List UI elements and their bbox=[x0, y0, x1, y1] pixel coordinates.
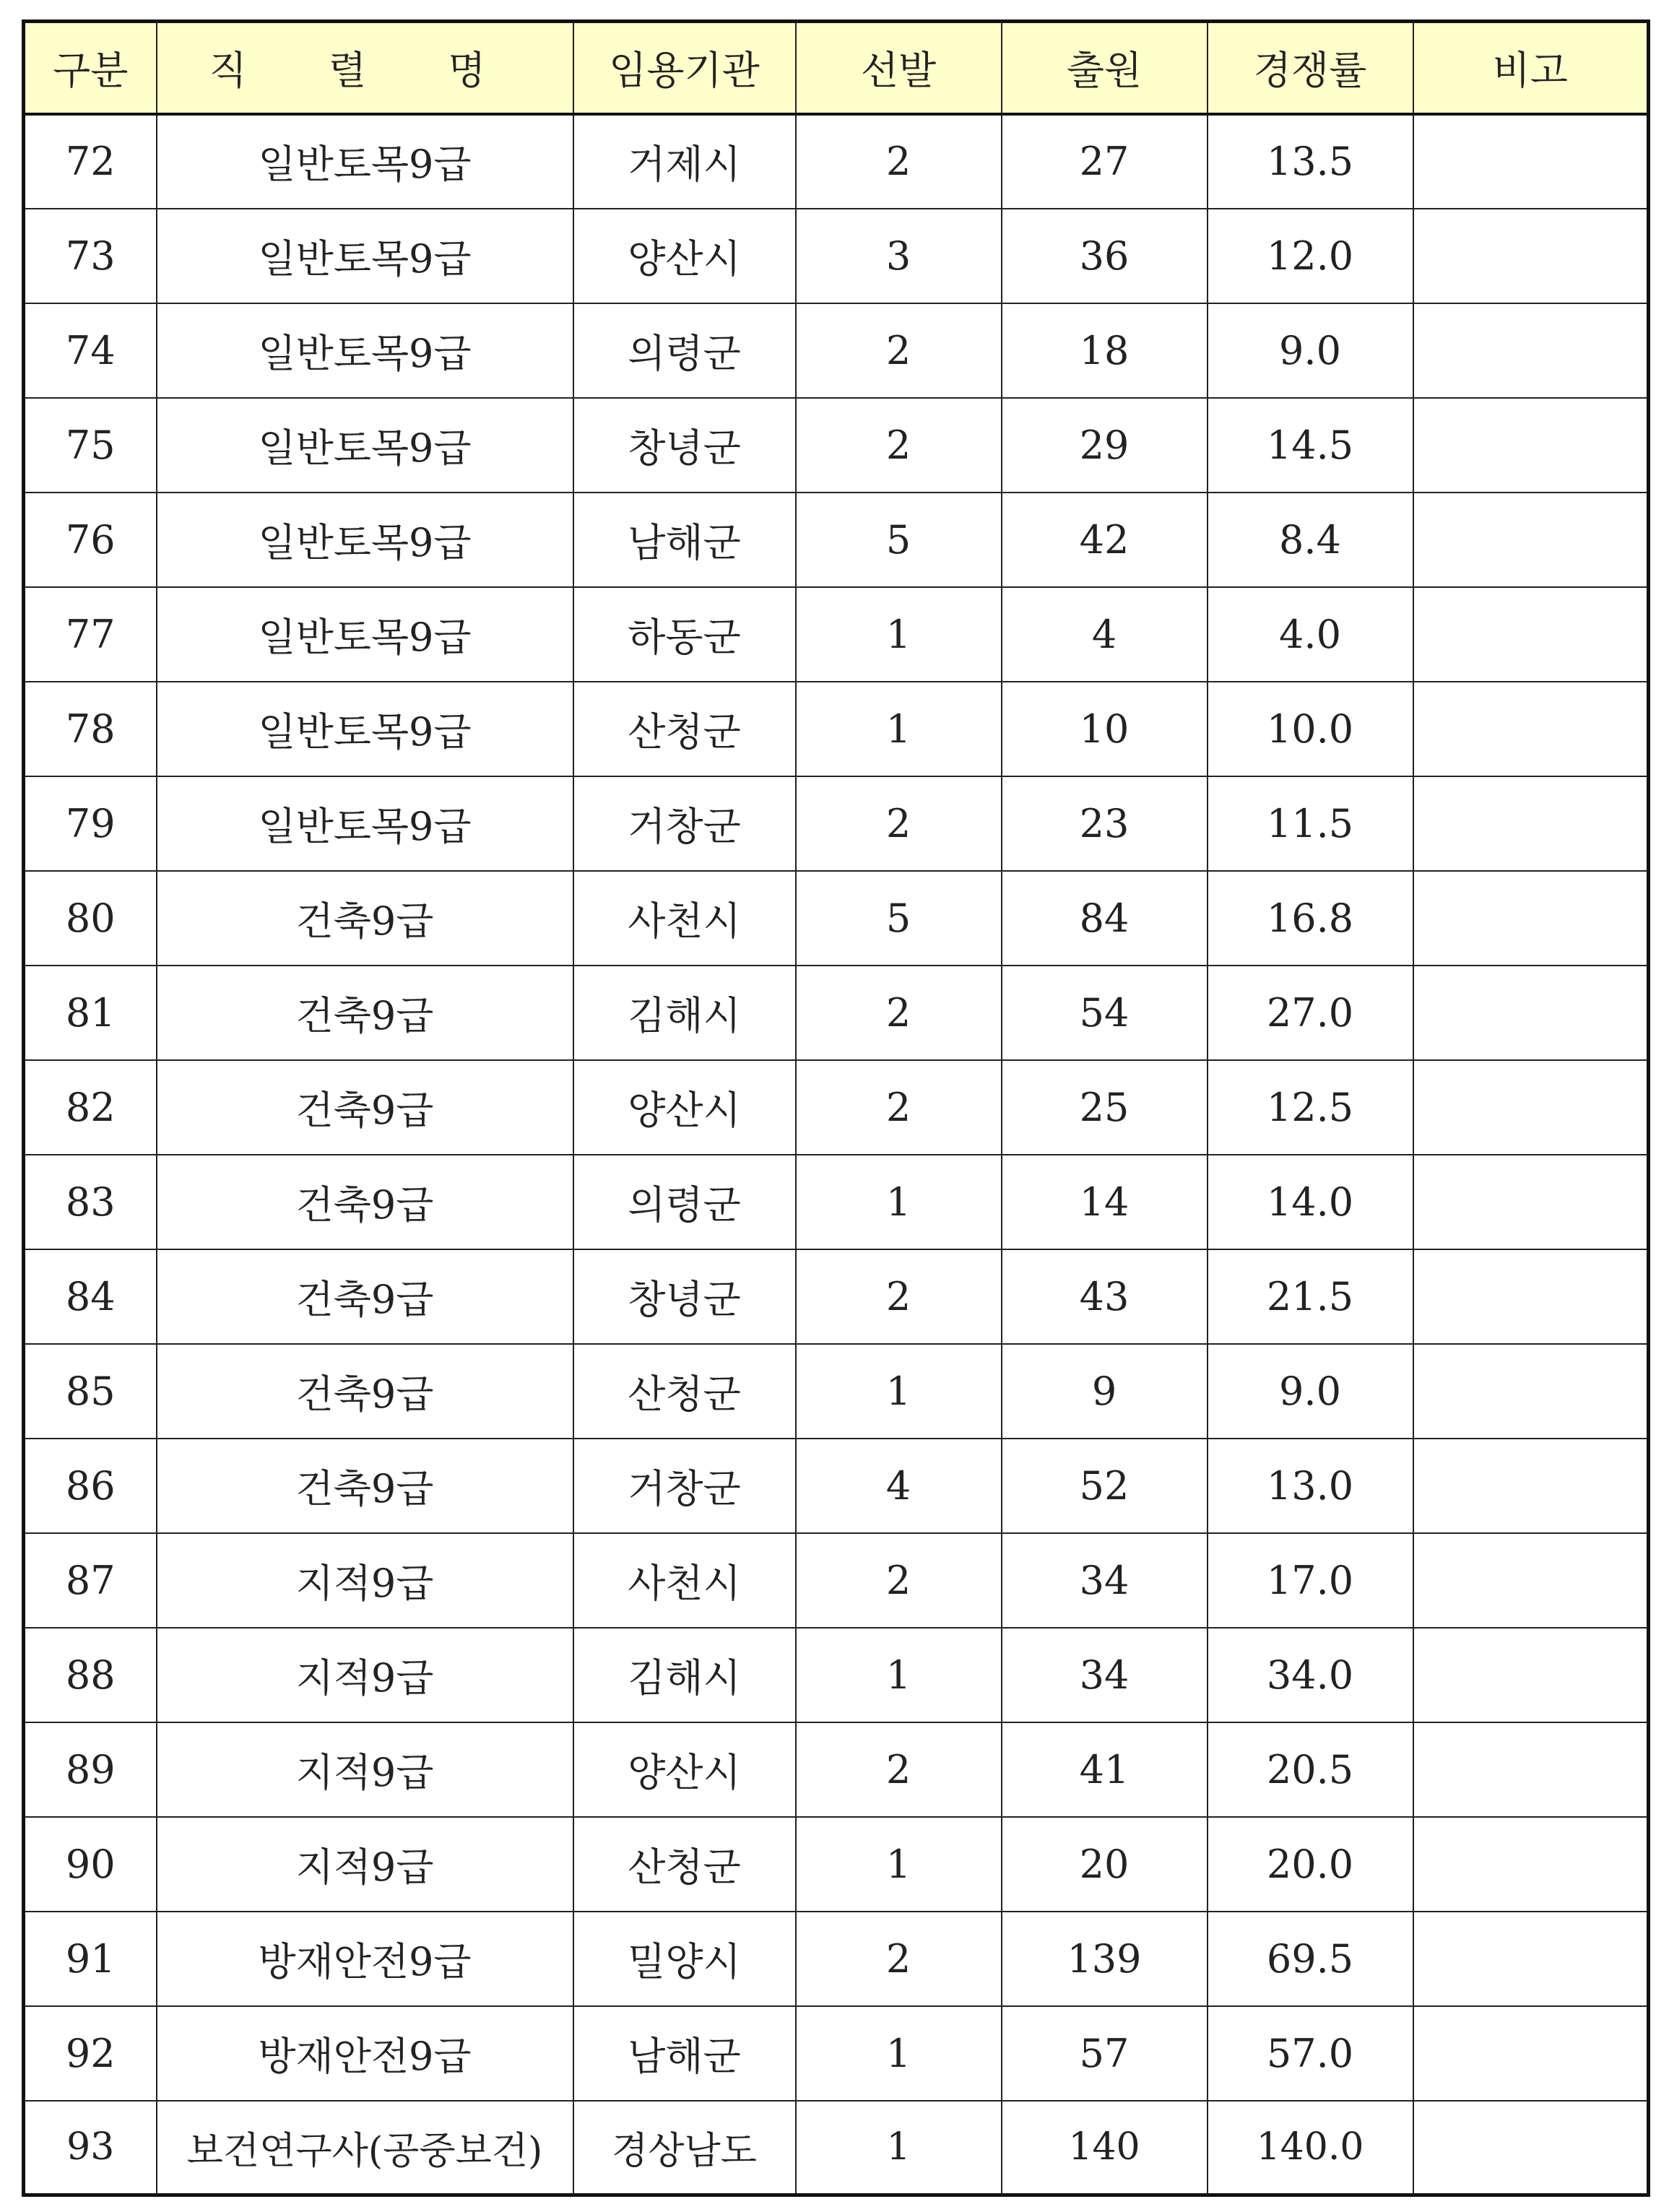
table-row bbox=[24, 871, 1649, 966]
agency-cell: 남해군 bbox=[573, 2006, 796, 2101]
selected-count-cell: 2 bbox=[796, 114, 1002, 209]
job-title-cell: 지적9급 bbox=[157, 1628, 573, 1722]
remarks-cell bbox=[1413, 398, 1649, 493]
agency-cell: 남해군 bbox=[573, 493, 796, 587]
remarks-cell bbox=[1413, 1628, 1649, 1722]
row-number-cell: 78 bbox=[24, 682, 157, 776]
competition-ratio-table bbox=[22, 19, 1650, 2197]
applicant-count-cell: 41 bbox=[1002, 1722, 1208, 1817]
remarks-cell bbox=[1413, 1912, 1649, 2006]
header-selected: 선발 bbox=[796, 22, 1002, 114]
job-title-cell: 건축9급 bbox=[157, 1060, 573, 1155]
job-title-cell: 일반토목9급 bbox=[157, 493, 573, 587]
applicant-count-cell: 18 bbox=[1002, 303, 1208, 398]
row-number-cell: 80 bbox=[24, 871, 157, 966]
job-title-cell: 일반토목9급 bbox=[157, 587, 573, 682]
applicant-count-cell: 27 bbox=[1002, 114, 1208, 209]
competition-ratio-cell: 13.5 bbox=[1208, 114, 1413, 209]
table-row bbox=[24, 114, 1649, 209]
agency-cell: 의령군 bbox=[573, 1155, 796, 1249]
table-row bbox=[24, 1722, 1649, 1817]
applicant-count-cell: 42 bbox=[1002, 493, 1208, 587]
job-title-cell: 일반토목9급 bbox=[157, 776, 573, 871]
selected-count-cell: 2 bbox=[796, 1912, 1002, 2006]
table-row bbox=[24, 1060, 1649, 1155]
agency-cell: 하동군 bbox=[573, 587, 796, 682]
row-number-cell: 89 bbox=[24, 1722, 157, 1817]
selected-count-cell: 5 bbox=[796, 871, 1002, 966]
competition-ratio-cell: 14.0 bbox=[1208, 1155, 1413, 1249]
table-row bbox=[24, 1912, 1649, 2006]
applicant-count-cell: 34 bbox=[1002, 1628, 1208, 1722]
row-number-cell: 82 bbox=[24, 1060, 157, 1155]
header-remarks: 비고 bbox=[1413, 22, 1649, 114]
remarks-cell bbox=[1413, 2006, 1649, 2101]
table-row bbox=[24, 1249, 1649, 1344]
agency-cell: 의령군 bbox=[573, 303, 796, 398]
agency-cell: 사천시 bbox=[573, 1533, 796, 1628]
job-title-cell: 지적9급 bbox=[157, 1533, 573, 1628]
applicant-count-cell: 14 bbox=[1002, 1155, 1208, 1249]
competition-ratio-cell: 12.0 bbox=[1208, 209, 1413, 303]
table-row bbox=[24, 2101, 1649, 2195]
applicant-count-cell: 4 bbox=[1002, 587, 1208, 682]
header-title: 직 렬 명 bbox=[157, 22, 573, 114]
applicant-count-cell: 54 bbox=[1002, 966, 1208, 1060]
row-number-cell: 76 bbox=[24, 493, 157, 587]
table-row bbox=[24, 587, 1649, 682]
job-title-cell: 방재안전9급 bbox=[157, 2006, 573, 2101]
row-number-cell: 81 bbox=[24, 966, 157, 1060]
applicant-count-cell: 25 bbox=[1002, 1060, 1208, 1155]
remarks-cell bbox=[1413, 587, 1649, 682]
table-row bbox=[24, 1344, 1649, 1439]
agency-cell: 산청군 bbox=[573, 682, 796, 776]
selected-count-cell: 1 bbox=[796, 1344, 1002, 1439]
row-number-cell: 92 bbox=[24, 2006, 157, 2101]
header-no: 구분 bbox=[24, 22, 157, 114]
competition-ratio-cell: 17.0 bbox=[1208, 1533, 1413, 1628]
selected-count-cell: 1 bbox=[796, 2006, 1002, 2101]
row-number-cell: 90 bbox=[24, 1817, 157, 1912]
remarks-cell bbox=[1413, 682, 1649, 776]
selected-count-cell: 1 bbox=[796, 587, 1002, 682]
agency-cell: 김해시 bbox=[573, 1628, 796, 1722]
competition-ratio-cell: 57.0 bbox=[1208, 2006, 1413, 2101]
agency-cell: 사천시 bbox=[573, 871, 796, 966]
competition-ratio-cell: 13.0 bbox=[1208, 1439, 1413, 1533]
job-title-cell: 건축9급 bbox=[157, 1344, 573, 1439]
selected-count-cell: 1 bbox=[796, 2101, 1002, 2195]
selected-count-cell: 1 bbox=[796, 1155, 1002, 1249]
competition-ratio-cell: 27.0 bbox=[1208, 966, 1413, 1060]
selected-count-cell: 2 bbox=[796, 1060, 1002, 1155]
applicant-count-cell: 140 bbox=[1002, 2101, 1208, 2195]
row-number-cell: 72 bbox=[24, 114, 157, 209]
selected-count-cell: 2 bbox=[796, 1533, 1002, 1628]
agency-cell: 양산시 bbox=[573, 209, 796, 303]
job-title-cell: 방재안전9급 bbox=[157, 1912, 573, 2006]
table-row bbox=[24, 1439, 1649, 1533]
competition-ratio-cell: 14.5 bbox=[1208, 398, 1413, 493]
remarks-cell bbox=[1413, 871, 1649, 966]
agency-cell: 김해시 bbox=[573, 966, 796, 1060]
table-row bbox=[24, 2006, 1649, 2101]
selected-count-cell: 2 bbox=[796, 398, 1002, 493]
agency-cell: 밀양시 bbox=[573, 1912, 796, 2006]
selected-count-cell: 2 bbox=[796, 776, 1002, 871]
row-number-cell: 93 bbox=[24, 2101, 157, 2195]
table-row bbox=[24, 1817, 1649, 1912]
selected-count-cell: 1 bbox=[796, 1817, 1002, 1912]
applicant-count-cell: 34 bbox=[1002, 1533, 1208, 1628]
header-row bbox=[24, 22, 1649, 114]
remarks-cell bbox=[1413, 2101, 1649, 2195]
job-title-cell: 지적9급 bbox=[157, 1722, 573, 1817]
applicant-count-cell: 10 bbox=[1002, 682, 1208, 776]
selected-count-cell: 1 bbox=[796, 682, 1002, 776]
selected-count-cell: 2 bbox=[796, 1249, 1002, 1344]
competition-ratio-cell: 34.0 bbox=[1208, 1628, 1413, 1722]
row-number-cell: 73 bbox=[24, 209, 157, 303]
competition-ratio-cell: 69.5 bbox=[1208, 1912, 1413, 2006]
competition-ratio-cell: 140.0 bbox=[1208, 2101, 1413, 2195]
selected-count-cell: 2 bbox=[796, 1722, 1002, 1817]
agency-cell: 창녕군 bbox=[573, 1249, 796, 1344]
table-row bbox=[24, 776, 1649, 871]
table-row bbox=[24, 1533, 1649, 1628]
competition-ratio-cell: 10.0 bbox=[1208, 682, 1413, 776]
job-title-cell: 지적9급 bbox=[157, 1817, 573, 1912]
row-number-cell: 77 bbox=[24, 587, 157, 682]
table-row bbox=[24, 1155, 1649, 1249]
remarks-cell bbox=[1413, 1155, 1649, 1249]
row-number-cell: 75 bbox=[24, 398, 157, 493]
competition-ratio-cell: 4.0 bbox=[1208, 587, 1413, 682]
applicant-count-cell: 20 bbox=[1002, 1817, 1208, 1912]
row-number-cell: 91 bbox=[24, 1912, 157, 2006]
job-title-cell: 일반토목9급 bbox=[157, 209, 573, 303]
job-title-cell: 일반토목9급 bbox=[157, 398, 573, 493]
row-number-cell: 79 bbox=[24, 776, 157, 871]
job-title-cell: 건축9급 bbox=[157, 1249, 573, 1344]
agency-cell: 거제시 bbox=[573, 114, 796, 209]
remarks-cell bbox=[1413, 1249, 1649, 1344]
job-title-cell: 일반토목9급 bbox=[157, 114, 573, 209]
remarks-cell bbox=[1413, 1722, 1649, 1817]
agency-cell: 거창군 bbox=[573, 776, 796, 871]
agency-cell: 경상남도 bbox=[573, 2101, 796, 2195]
table-row bbox=[24, 966, 1649, 1060]
applicant-count-cell: 52 bbox=[1002, 1439, 1208, 1533]
job-title-cell: 일반토목9급 bbox=[157, 303, 573, 398]
competition-ratio-cell: 21.5 bbox=[1208, 1249, 1413, 1344]
header-agency: 임용기관 bbox=[573, 22, 796, 114]
competition-ratio-cell: 9.0 bbox=[1208, 1344, 1413, 1439]
remarks-cell bbox=[1413, 966, 1649, 1060]
remarks-cell bbox=[1413, 1817, 1649, 1912]
row-number-cell: 87 bbox=[24, 1533, 157, 1628]
applicant-count-cell: 36 bbox=[1002, 209, 1208, 303]
competition-ratio-cell: 16.8 bbox=[1208, 871, 1413, 966]
competition-ratio-cell: 11.5 bbox=[1208, 776, 1413, 871]
row-number-cell: 86 bbox=[24, 1439, 157, 1533]
remarks-cell bbox=[1413, 1060, 1649, 1155]
applicant-count-cell: 57 bbox=[1002, 2006, 1208, 2101]
competition-ratio-cell: 12.5 bbox=[1208, 1060, 1413, 1155]
competition-ratio-cell: 20.5 bbox=[1208, 1722, 1413, 1817]
applicant-count-cell: 139 bbox=[1002, 1912, 1208, 2006]
selected-count-cell: 2 bbox=[796, 966, 1002, 1060]
applicant-count-cell: 23 bbox=[1002, 776, 1208, 871]
row-number-cell: 83 bbox=[24, 1155, 157, 1249]
remarks-cell bbox=[1413, 209, 1649, 303]
table-row bbox=[24, 303, 1649, 398]
agency-cell: 거창군 bbox=[573, 1439, 796, 1533]
applicant-count-cell: 43 bbox=[1002, 1249, 1208, 1344]
selected-count-cell: 1 bbox=[796, 1628, 1002, 1722]
remarks-cell bbox=[1413, 1439, 1649, 1533]
agency-cell: 산청군 bbox=[573, 1344, 796, 1439]
table-row bbox=[24, 209, 1649, 303]
row-number-cell: 74 bbox=[24, 303, 157, 398]
applicant-count-cell: 84 bbox=[1002, 871, 1208, 966]
table-row bbox=[24, 682, 1649, 776]
job-title-cell: 건축9급 bbox=[157, 1439, 573, 1533]
job-title-cell: 건축9급 bbox=[157, 1155, 573, 1249]
header-ratio: 경쟁률 bbox=[1208, 22, 1413, 114]
table-row bbox=[24, 493, 1649, 587]
selected-count-cell: 5 bbox=[796, 493, 1002, 587]
job-title-cell: 보건연구사(공중보건) bbox=[157, 2101, 573, 2195]
competition-ratio-cell: 8.4 bbox=[1208, 493, 1413, 587]
remarks-cell bbox=[1413, 303, 1649, 398]
row-number-cell: 84 bbox=[24, 1249, 157, 1344]
table-body bbox=[24, 114, 1649, 2195]
job-title-cell: 건축9급 bbox=[157, 966, 573, 1060]
competition-ratio-cell: 9.0 bbox=[1208, 303, 1413, 398]
agency-cell: 양산시 bbox=[573, 1060, 796, 1155]
job-title-cell: 일반토목9급 bbox=[157, 682, 573, 776]
table-row bbox=[24, 398, 1649, 493]
row-number-cell: 85 bbox=[24, 1344, 157, 1439]
remarks-cell bbox=[1413, 776, 1649, 871]
agency-cell: 산청군 bbox=[573, 1817, 796, 1912]
selected-count-cell: 2 bbox=[796, 303, 1002, 398]
remarks-cell bbox=[1413, 114, 1649, 209]
competition-ratio-cell: 20.0 bbox=[1208, 1817, 1413, 1912]
remarks-cell bbox=[1413, 1533, 1649, 1628]
agency-cell: 창녕군 bbox=[573, 398, 796, 493]
remarks-cell bbox=[1413, 1344, 1649, 1439]
applicant-count-cell: 9 bbox=[1002, 1344, 1208, 1439]
table-row bbox=[24, 1628, 1649, 1722]
remarks-cell bbox=[1413, 493, 1649, 587]
agency-cell: 양산시 bbox=[573, 1722, 796, 1817]
applicant-count-cell: 29 bbox=[1002, 398, 1208, 493]
job-title-cell: 건축9급 bbox=[157, 871, 573, 966]
header-applicants: 출원 bbox=[1002, 22, 1208, 114]
selected-count-cell: 4 bbox=[796, 1439, 1002, 1533]
row-number-cell: 88 bbox=[24, 1628, 157, 1722]
selected-count-cell: 3 bbox=[796, 209, 1002, 303]
